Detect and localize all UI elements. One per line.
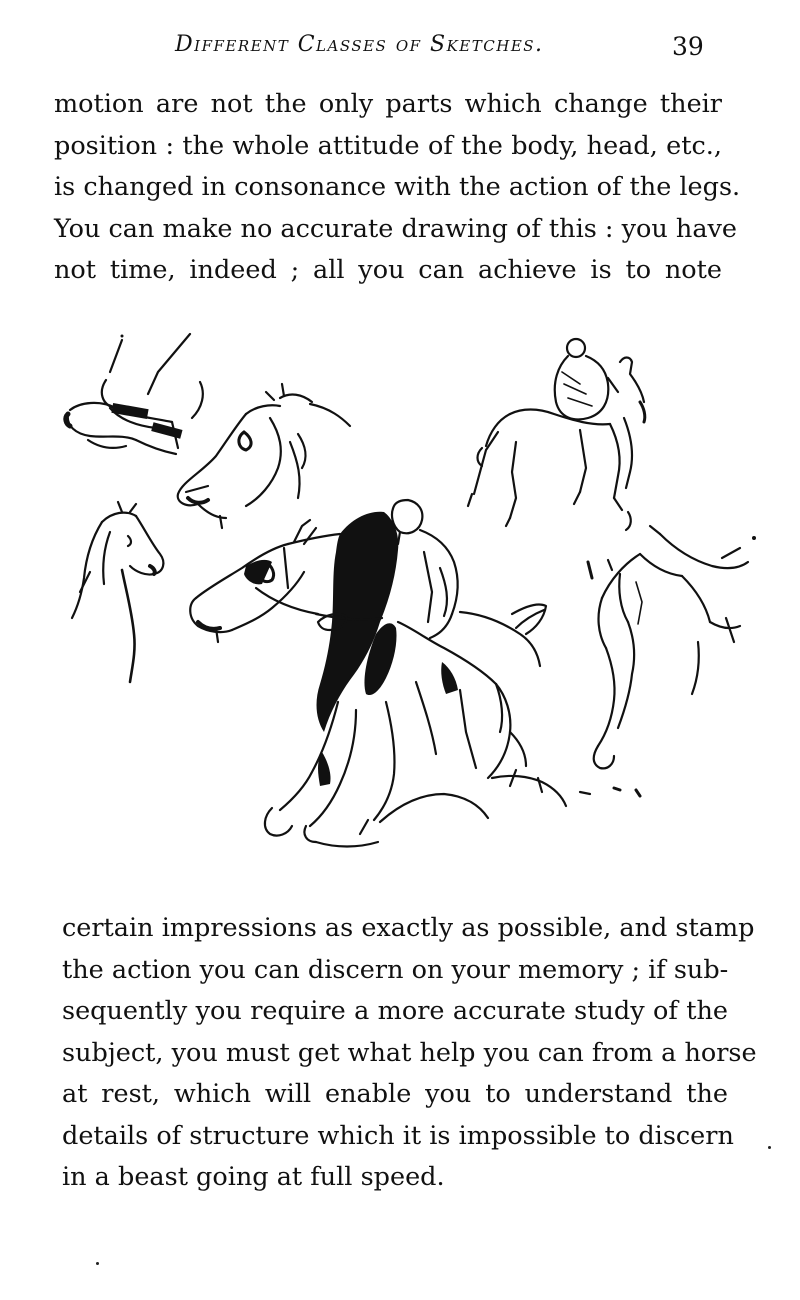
horse-legs-sketch xyxy=(66,334,203,454)
paragraph-bottom xyxy=(62,908,757,1199)
text-line: motion are not the only parts which change their xyxy=(54,89,722,119)
page-number: 39 xyxy=(672,32,704,61)
text-line: position : the whole attitude of the body, head, etc., xyxy=(54,130,722,161)
text-line: sequently you require a more accurate study of the xyxy=(62,996,728,1026)
horse-sketches-illustration xyxy=(40,322,760,870)
text-line: details of structure which it is impossible to discern xyxy=(62,1120,734,1151)
running-title: Different Classes of Sketches. xyxy=(175,32,544,57)
text-line: subject, you must get what help you can from a horse xyxy=(62,1037,757,1068)
text-line: in a beast going at full speed. xyxy=(62,1162,445,1192)
horse-hindquarters-sketch xyxy=(588,526,748,768)
text-line: is changed in consonance with the action of the legs. xyxy=(54,172,741,202)
text-line: not time, indeed ; all you can achieve is to note xyxy=(54,255,722,285)
horse-head-profile-sketch xyxy=(72,502,163,682)
text-line: the action you can discern on your memory ; if sub- xyxy=(62,954,729,985)
main-galloping-rider-sketch xyxy=(190,500,640,847)
paragraph-top xyxy=(54,84,741,292)
print-speck xyxy=(768,1146,771,1149)
print-speck xyxy=(96,1262,99,1265)
running-head xyxy=(0,28,800,68)
text-line: certain impressions as exactly as possible, and stamp xyxy=(62,913,755,943)
text-line: You can make no accurate drawing of this : you have xyxy=(54,213,738,244)
rider-galloping-away-sketch xyxy=(468,339,645,530)
text-line: at rest, which will enable you to understand the xyxy=(62,1079,728,1109)
horse-head-open-mouth-sketch xyxy=(178,384,350,528)
